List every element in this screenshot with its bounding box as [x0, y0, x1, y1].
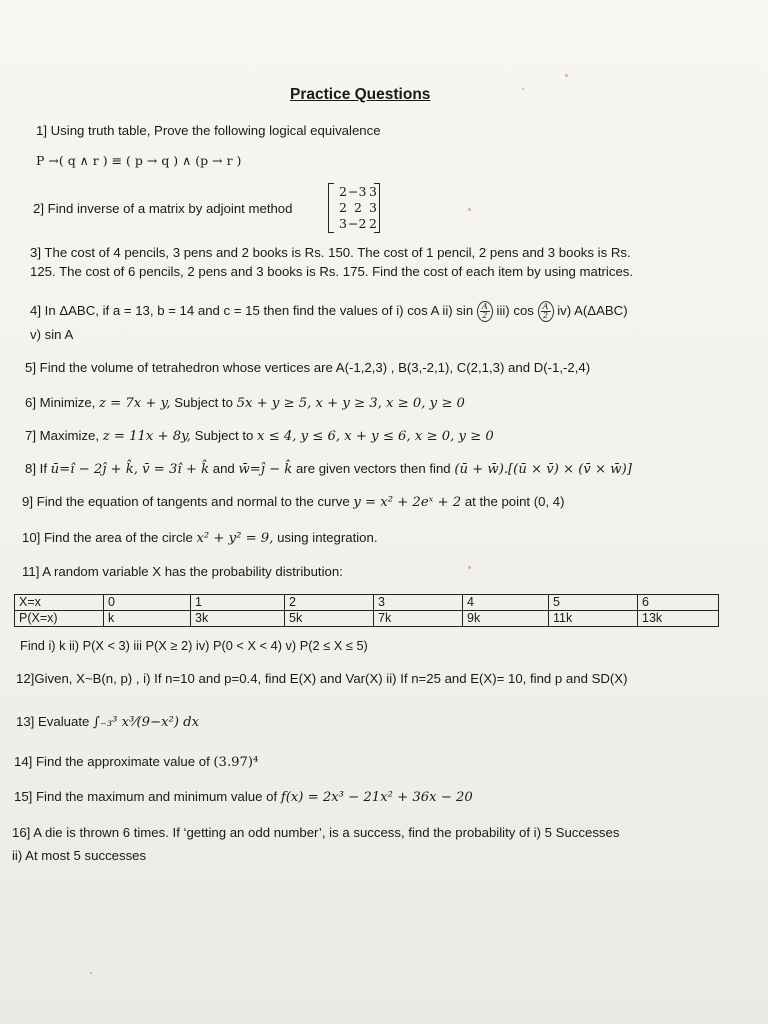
table-cell: 5k — [285, 611, 374, 627]
half-angle-fraction — [477, 301, 493, 322]
question-4-part-iv: iv) A(ΔABC) — [557, 302, 628, 318]
question-3-line-1: 3] The cost of 4 pencils, 3 pens and 2 books is Rs. 150. The cost of 1 pencil, 2 pens and 3 books is Rs. — [30, 245, 631, 260]
matrix-cell: 3 — [369, 200, 377, 215]
table-cell: 6 — [638, 595, 719, 611]
question-14-text — [14, 754, 258, 770]
question-4-prefix: 4] In ΔABC, if a = 13, b = 14 and c = 15 then find the values of i) cos A ii) sin — [30, 302, 474, 318]
table-cell: k — [104, 611, 191, 627]
table-cell: 2 — [285, 595, 374, 611]
question-13-integral: ∫₋₃³ x³⁄(9−x²) dx — [93, 715, 200, 730]
matrix-cell: −3 — [348, 184, 367, 199]
question-1-text: 1] Using truth table, Prove the following logical equivalence — [36, 123, 381, 138]
question-6-prefix: 6] Minimize, — [25, 395, 96, 410]
table-cell: P(X=x) — [15, 611, 104, 627]
question-9-text — [22, 494, 565, 510]
question-7-subject-to: Subject to — [194, 428, 254, 443]
table-cell: 0 — [104, 595, 191, 611]
question-15-prefix: 15] Find the maximum and minimum value of — [14, 789, 278, 804]
question-6-constraints: 5x + y ≥ 5, x + y ≥ 3, x ≥ 0, y ≥ 0 — [236, 396, 465, 411]
question-13-text — [16, 714, 199, 730]
question-16-line-1: 16] A die is thrown 6 times. If ‘getting an odd number’, is a success, find the probability of i) 5 Successes — [12, 825, 620, 840]
question-15-text — [14, 789, 473, 805]
table-cell: 3k — [191, 611, 285, 627]
question-2-text: 2] Find inverse of a matrix by adjoint method — [33, 201, 293, 216]
question-7-objective: z = 11x + 8y, — [102, 429, 191, 444]
question-8-middle: are given vectors then find — [295, 461, 451, 476]
question-9-suffix: at the point (0, 4) — [464, 494, 565, 509]
question-9-curve: y = x² + 2eˣ + 2 — [353, 495, 462, 510]
probability-distribution-table — [14, 594, 719, 627]
paper-speck — [468, 208, 471, 211]
question-10-prefix: 10] Find the area of the circle — [22, 530, 193, 545]
question-12-text: 12]Given, X~B(n, p) , i) If n=10 and p=0.4, find E(X) and Var(X) ii) If n=25 and E(X)= 10, find p and SD(X) — [16, 671, 628, 686]
question-4-part-iii: iii) cos — [496, 302, 534, 318]
question-6-text — [25, 395, 465, 411]
question-13-prefix: 13] Evaluate — [16, 714, 90, 729]
question-5-text: 5] Find the volume of tetrahedron whose vertices are A(-1,2,3) , B(3,-2,1), C(2,1,3) and D(-1,-2,4) — [25, 360, 591, 375]
question-8-vectors: ū=î − 2ĵ + k̂, v̄ = 3î + k̂ — [50, 462, 210, 477]
question-8-and: and — [212, 461, 235, 476]
question-8-vector-w: w̄=ĵ − k̂ — [238, 462, 293, 477]
question-14-expression: (3.97)⁴ — [213, 755, 259, 770]
question-16-line-2: ii) At most 5 successes — [12, 848, 147, 863]
question-11-text: 11] A random variable X has the probability distribution: — [22, 564, 343, 579]
table-cell: 4 — [463, 595, 549, 611]
question-8-expression: (ū + w̄).[(ū × v̄) × (v̄ × w̄)] — [454, 462, 632, 477]
question-8-text — [25, 461, 632, 477]
matrix-cell: 3 — [369, 184, 377, 199]
matrix-3x3 — [328, 183, 380, 233]
question-14-prefix: 14] Find the approximate value of — [14, 754, 210, 769]
question-10-text — [22, 530, 378, 546]
question-9-prefix: 9] Find the equation of tangents and normal to the curve — [22, 494, 350, 509]
question-6-objective: z = 7x + y, — [99, 396, 171, 411]
question-15-function: f(x) = 2x³ − 21x² + 36x − 20 — [280, 790, 473, 805]
matrix-cell: 2 — [369, 216, 377, 231]
question-10-suffix: using integration. — [277, 530, 378, 545]
table-cell: 13k — [638, 611, 719, 627]
table-cell: 3 — [374, 595, 463, 611]
paper-speck — [522, 88, 524, 90]
matrix-cell: 2 — [339, 184, 347, 199]
question-4-part-v: v) sin A — [30, 327, 74, 342]
question-11-parts: Find i) k ii) P(X < 3) iii P(X ≥ 2) iv) P(0 < X < 4) v) P(2 ≤ X ≤ 5) — [20, 638, 368, 653]
matrix-cell: 2 — [339, 200, 347, 215]
fraction-numerator: A — [480, 303, 490, 312]
question-1-equivalence: P →( q ∧ r ) ≡ ( p → q ) ∧ (p → r ) — [36, 153, 242, 168]
fraction-denominator: 2 — [482, 311, 488, 320]
matrix-cell: 2 — [354, 200, 362, 215]
table-cell: 7k — [374, 611, 463, 627]
page-title: Practice Questions — [290, 86, 431, 103]
table-cell: X=x — [15, 595, 104, 611]
matrix-cell: −2 — [348, 216, 367, 231]
table-cell: 11k — [549, 611, 638, 627]
question-3-line-2: 125. The cost of 6 pencils, 2 pens and 3 books is Rs. 175. Find the cost of each item by using matrices. — [30, 264, 634, 279]
paper-speck — [468, 566, 471, 569]
question-4-text — [30, 301, 628, 322]
fraction-denominator: 2 — [543, 311, 549, 320]
table-cell: 5 — [549, 595, 638, 611]
question-7-prefix: 7] Maximize, — [25, 428, 100, 443]
table-cell: 1 — [191, 595, 285, 611]
matrix-cell: 3 — [339, 216, 347, 231]
paper-speck — [90, 972, 92, 974]
question-7-text — [25, 428, 494, 444]
question-6-subject-to: Subject to — [174, 395, 233, 410]
table-row — [15, 595, 719, 611]
half-angle-fraction — [538, 301, 554, 322]
question-10-circle: x² + y² = 9, — [196, 531, 274, 546]
paper-speck — [565, 74, 568, 77]
table-cell: 9k — [463, 611, 549, 627]
question-7-constraints: x ≤ 4, y ≤ 6, x + y ≤ 6, x ≥ 0, y ≥ 0 — [257, 429, 494, 444]
fraction-numerator: A — [541, 303, 551, 312]
table-row — [15, 611, 719, 627]
question-8-prefix: 8] If — [25, 461, 47, 476]
